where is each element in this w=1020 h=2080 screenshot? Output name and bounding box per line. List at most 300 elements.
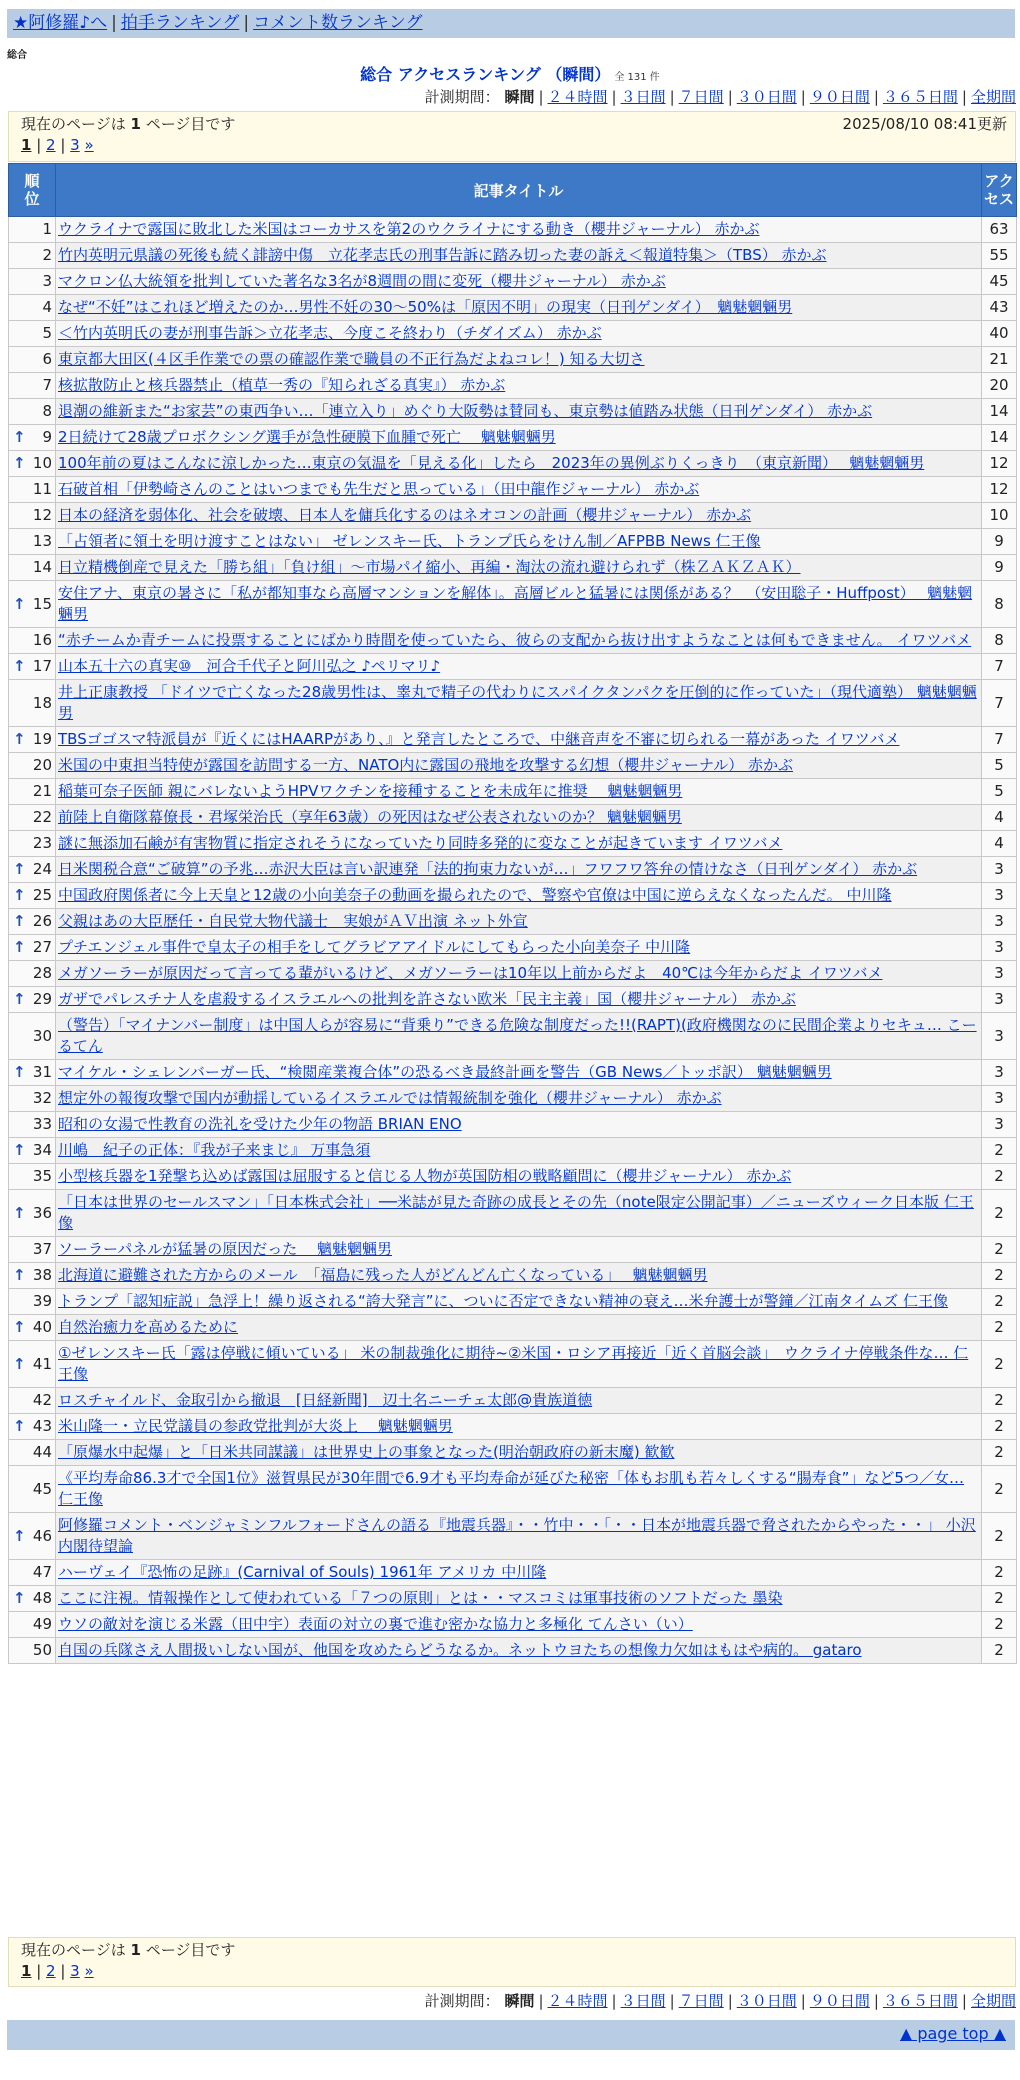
rank-number: 18 <box>32 693 52 712</box>
rank-number: 20 <box>32 756 52 774</box>
rank-cell <box>9 727 56 753</box>
ranking-table <box>8 163 1017 1664</box>
access-count: 2 <box>982 1388 1017 1414</box>
title-cell <box>56 935 982 961</box>
rank-cell <box>9 1237 56 1263</box>
period-current: 瞬間 <box>504 1992 535 2010</box>
article-title-link[interactable]: 竹内英明元県議の死後も続く誹謗中傷 立花孝志氏の刑事告訴に踏み切った妻の訴え＜報道特集＞（TBS） 赤かぶ <box>58 246 827 264</box>
page-3-link[interactable]: 3 <box>70 136 80 154</box>
rank-cell <box>9 1315 56 1341</box>
article-title-link[interactable]: 安住アナ、東京の暑さに「私が都知事なら高層マンションを解体」。高層ビルと猛暑には関係がある？ （安田聡子・Huffpost） 魑魅魍魎男 <box>58 584 973 623</box>
article-title-link[interactable]: 山本五十六の真実⑩ 河合千代子と阿川弘之 ♪ペリマリ♪ <box>58 657 441 675</box>
article-title-link[interactable]: 米山隆一・立民党議員の参政党批判が大炎上 魑魅魍魎男 <box>58 1417 453 1435</box>
access-count: 40 <box>982 321 1017 347</box>
page-3-link[interactable]: 3 <box>70 1962 80 1980</box>
article-title-link[interactable]: ガザでパレスチナ人を虐殺するイスラエルへの批判を許さない欧米「民主主義」国（櫻井ジャーナル） 赤かぶ <box>58 990 796 1008</box>
nav-separator: | <box>243 13 250 33</box>
rank-number: 5 <box>42 324 52 342</box>
rank-number: 36 <box>32 1203 52 1222</box>
table-row <box>9 399 1017 425</box>
rank-number: 7 <box>42 376 52 394</box>
rank-cell <box>9 1341 56 1388</box>
rank-up-arrow-icon: ↑ <box>13 912 26 930</box>
article-title-link[interactable]: 《平均寿命86.3才で全国1位》滋賀県民が30年間で6.9才も平均寿命が延びた秘密「体もお肌も若々しくする“腸寿食”」など5つ／女… 仁王像 <box>58 1469 964 1508</box>
section-label: 総合 <box>7 50 27 61</box>
article-title-link[interactable]: 小型核兵器を1発撃ち込めば露国は屈服すると信じる人物が英国防相の戦略顧問に（櫻井ジャーナル） 赤かぶ <box>58 1167 792 1185</box>
article-title-link[interactable]: トランプ「認知症説」急浮上！繰り返される“誇大発言”に、ついに否定できない精神の衰え…米弁護士が警鐘／江南タイムズ 仁王像 <box>58 1292 949 1310</box>
table-row <box>9 1341 1017 1388</box>
title-cell <box>56 909 982 935</box>
table-row <box>9 529 1017 555</box>
article-title-link[interactable]: ロスチャイルド、金取引から撤退 [日経新聞] 辺土名ニーチェ太郎@貴族道徳 <box>58 1391 593 1409</box>
article-title-link[interactable]: 日米関税合意“ご破算”の予兆…赤沢大臣は言い訳連発「法的拘束力ないが…」フワフワ答弁の情けなさ（日刊ゲンダイ） 赤かぶ <box>58 860 918 878</box>
title-cell <box>56 321 982 347</box>
updated-timestamp: 2025/08/10 08:41更新 <box>842 115 1007 133</box>
rank-number: 50 <box>32 1641 52 1659</box>
rank-number: 14 <box>32 558 52 576</box>
table-header-row <box>9 164 1017 217</box>
period-current: 瞬間 <box>504 88 535 106</box>
table-row <box>9 1638 1017 1664</box>
access-count: 2 <box>982 1560 1017 1586</box>
title-cell <box>56 1315 982 1341</box>
table-row <box>9 373 1017 399</box>
table-row <box>9 727 1017 753</box>
rank-cell <box>9 1466 56 1513</box>
total-count: 全 131 件 <box>614 72 660 83</box>
access-count: 8 <box>982 628 1017 654</box>
rank-number: 41 <box>32 1354 52 1373</box>
rank-cell <box>9 581 56 628</box>
table-row <box>9 217 1017 243</box>
title-cell <box>56 243 982 269</box>
table-row <box>9 753 1017 779</box>
pager-links: 1 | 2 | 3 » <box>21 1962 94 1980</box>
access-count: 3 <box>982 935 1017 961</box>
table-row <box>9 1315 1017 1341</box>
article-title-link[interactable]: 100年前の夏はこんなに涼しかった…東京の気温を「見える化」したら 2023年の異例ぶりくっきり （東京新聞） 魑魅魍魎男 <box>58 454 925 472</box>
access-count: 43 <box>982 295 1017 321</box>
access-count: 2 <box>982 1138 1017 1164</box>
access-count: 3 <box>982 1086 1017 1112</box>
access-count: 3 <box>982 883 1017 909</box>
title-cell <box>56 1466 982 1513</box>
title-cell <box>56 503 982 529</box>
access-count: 2 <box>982 1315 1017 1341</box>
rank-cell <box>9 477 56 503</box>
title-cell <box>56 1612 982 1638</box>
title-cell <box>56 451 982 477</box>
rank-cell <box>9 1612 56 1638</box>
article-title-link[interactable]: ①ゼレンスキー氏「露は停戦に傾いている」 米の制裁強化に期待~②米国・ロシア再接近「近く首脳会談」 ウクライナ停戦条件な… 仁王像 <box>58 1344 969 1383</box>
rank-number: 21 <box>32 782 52 800</box>
article-title-link[interactable]: 稲葉可奈子医師 親にバレないようHPVワクチンを接種することを未成年に推奨 魑魅魍魎男 <box>58 782 683 800</box>
table-row <box>9 581 1017 628</box>
rank-number: 31 <box>32 1063 52 1081</box>
period-7d-link[interactable]: ７日間 <box>678 1992 724 2010</box>
access-count: 55 <box>982 243 1017 269</box>
rank-cell <box>9 961 56 987</box>
title-cell <box>56 883 982 909</box>
rank-cell <box>9 425 56 451</box>
title-cell <box>56 654 982 680</box>
pager-top <box>8 111 1016 162</box>
rank-up-arrow-icon: ↑ <box>13 657 26 675</box>
table-row <box>9 987 1017 1013</box>
rank-number: 47 <box>32 1563 52 1581</box>
rank-cell <box>9 269 56 295</box>
table-row <box>9 321 1017 347</box>
page-title <box>0 62 1020 85</box>
rank-cell <box>9 217 56 243</box>
rank-number: 24 <box>32 860 52 878</box>
period-24h-link[interactable]: ２４時間 <box>547 88 608 106</box>
period-90d-link[interactable]: ９０日間 <box>809 88 870 106</box>
access-header: アクセス <box>982 164 1017 217</box>
table-row <box>9 425 1017 451</box>
access-count: 2 <box>982 1289 1017 1315</box>
rank-cell <box>9 373 56 399</box>
article-title-link[interactable]: ウソの敵対を演じる米露（田中宇）表面の対立の裏で進む密かな協力と多極化 てんさい（い） <box>58 1615 693 1633</box>
rank-number: 4 <box>42 298 52 316</box>
rank-up-arrow-icon: ↑ <box>13 1266 26 1284</box>
article-title-link[interactable]: 謎に無添加石鹸が有害物質に指定されそうになっていたり同時多発的に変なことが起きています イワツバメ <box>58 834 783 852</box>
title-cell <box>56 779 982 805</box>
rank-cell <box>9 805 56 831</box>
article-title-link[interactable]: 自国の兵隊さえ人間扱いしない国が、他国を攻めたらどうなるか。ネットウヨたちの想像力欠如はもはや病的。 gataro <box>58 1641 862 1659</box>
page-2-link[interactable]: 2 <box>46 136 56 154</box>
period-365d-link[interactable]: ３６５日間 <box>882 1992 958 2010</box>
rank-cell <box>9 555 56 581</box>
title-cell <box>56 217 982 243</box>
period-selector-bottom: 計測期間： 瞬間 | ２４時間 | ３日間 | ７日間 | ３０日間 | ９０日間 | ３６５日間 | 全期間 <box>424 1992 1016 2010</box>
article-title-link[interactable]: （警告）「マイナンバー制度」は中国人らが容易に“背乗り”できる危険な制度だった!!(RAPT)(政府機関なのに民間企業よりセキュ… こーるてん <box>58 1016 977 1055</box>
table-row <box>9 243 1017 269</box>
access-count: 2 <box>982 1513 1017 1560</box>
rank-header: 順位 <box>9 164 56 217</box>
rank-cell <box>9 1164 56 1190</box>
access-count: 12 <box>982 477 1017 503</box>
title-cell <box>56 1513 982 1560</box>
rank-number: 3 <box>42 272 52 290</box>
rank-number: 6 <box>42 350 52 368</box>
title-cell <box>56 857 982 883</box>
table-row <box>9 503 1017 529</box>
pager-status: 現在のページは 1 ページ目です <box>21 1941 236 1959</box>
access-count: 2 <box>982 1414 1017 1440</box>
access-count: 5 <box>982 779 1017 805</box>
article-title-link[interactable]: プチエンジェル事件で皇太子の相手をしてグラビアアイドルにしてもらった小向美奈子 中川隆 <box>58 938 691 956</box>
article-title-link[interactable]: 川嶋 紀子の正体：『我が子来まじ』 万事急須 <box>58 1141 371 1159</box>
comment-ranking-link[interactable]: コメント数ランキング <box>253 13 423 33</box>
article-title-link[interactable]: 核拡散防止と核兵器禁止（植草一秀の『知られざる真実』） 赤かぶ <box>58 376 506 394</box>
table-row <box>9 628 1017 654</box>
title-cell <box>56 1638 982 1664</box>
article-title-link[interactable]: 阿修羅コメント・ベンジャミンフルフォードさんの語る『地震兵器』・・竹中・・「・・日本が地震兵器で脅されたからやった・・」 小沢内閣待望論 <box>58 1516 976 1555</box>
article-title-link[interactable]: 退潮の維新また“お家芸”の東西争い…「連立入り」めぐり大阪勢は賛同も、東京勢は値踏み状態（日刊ゲンダイ） 赤かぶ <box>58 402 873 420</box>
page-top-link[interactable]: ▲ page top ▲ <box>899 2024 1006 2043</box>
rank-cell <box>9 347 56 373</box>
rank-number: 42 <box>32 1391 52 1409</box>
article-title-link[interactable]: 2日続けて28歳プロボクシング選手が急性硬膜下血腫で死亡 魑魅魍魎男 <box>58 428 556 446</box>
title-cell <box>56 399 982 425</box>
rank-number: 28 <box>32 964 52 982</box>
rank-cell <box>9 1388 56 1414</box>
access-count: 63 <box>982 217 1017 243</box>
rank-number: 22 <box>32 808 52 826</box>
rank-cell <box>9 779 56 805</box>
article-title-link[interactable]: 「日本は世界のセールスマン」「日本株式会社」──米誌が見た奇跡の成長とその先（note限定公開記事）／ニューズウィーク日本版 仁王像 <box>58 1193 974 1232</box>
access-count: 2 <box>982 1190 1017 1237</box>
access-count: 3 <box>982 909 1017 935</box>
article-title-link[interactable]: ウクライナで露国に敗北した米国はコーカサスを第2のウクライナにする動き（櫻井ジャーナル） 赤かぶ <box>58 220 760 238</box>
table-row <box>9 1112 1017 1138</box>
period-90d-link[interactable]: ９０日間 <box>809 1992 870 2010</box>
access-count: 7 <box>982 727 1017 753</box>
rank-cell <box>9 1289 56 1315</box>
rank-cell <box>9 1440 56 1466</box>
table-row <box>9 295 1017 321</box>
rank-cell <box>9 451 56 477</box>
rank-number: 30 <box>32 1026 52 1045</box>
rank-number: 37 <box>32 1240 52 1258</box>
rank-number: 39 <box>32 1292 52 1310</box>
article-title-link[interactable]: 想定外の報復攻撃で国内が動揺しているイスラエルでは情報統制を強化（櫻井ジャーナル） 赤かぶ <box>58 1089 722 1107</box>
article-title-link[interactable]: 中国政府関係者に今上天皇と12歳の小向美奈子の動画を撮られたので、警察や官僚は中国に逆らえなくなったんだ。 中川隆 <box>58 886 892 904</box>
article-title-link[interactable]: なぜ“不妊”はこれほど増えたのか…男性不妊の30～50%は「原因不明」の現実（日刊ゲンダイ） 魑魅魍魎男 <box>58 298 793 316</box>
title-cell <box>56 1289 982 1315</box>
rank-cell <box>9 1086 56 1112</box>
rank-cell <box>9 399 56 425</box>
period-selector-top: 計測期間： 瞬間 | ２４時間 | ３日間 | ７日間 | ３０日間 | ９０日間 | ３６５日間 | 全期間 <box>424 88 1016 106</box>
access-count: 2 <box>982 1341 1017 1388</box>
access-count: 2 <box>982 1466 1017 1513</box>
home-link[interactable]: ★阿修羅♪へ <box>13 13 108 33</box>
article-title-link[interactable]: ハーヴェイ『恐怖の足跡』(Carnival of Souls) 1961年 アメリカ 中川隆 <box>58 1563 547 1581</box>
title-cell <box>56 425 982 451</box>
rank-number: 9 <box>42 428 52 446</box>
period-30d-link[interactable]: ３０日間 <box>736 1992 797 2010</box>
ranking-body <box>9 217 1017 1664</box>
rank-cell <box>9 831 56 857</box>
table-row <box>9 680 1017 727</box>
rank-up-arrow-icon: ↑ <box>13 1063 26 1081</box>
access-count: 2 <box>982 1612 1017 1638</box>
article-title-link[interactable]: TBSゴゴスマ特派員が『近くにはHAARPがあり、』と発言したところで、中継音声を不審に切られる一幕があった イワツバメ <box>58 730 900 748</box>
rank-up-arrow-icon: ↑ <box>13 1318 26 1336</box>
access-count: 9 <box>982 529 1017 555</box>
rank-up-arrow-icon: ↑ <box>13 730 26 748</box>
rank-number: 8 <box>42 402 52 420</box>
rank-number: 48 <box>32 1589 52 1607</box>
title-cell <box>56 1388 982 1414</box>
access-count: 14 <box>982 425 1017 451</box>
rank-cell <box>9 1190 56 1237</box>
rank-number: 10 <box>32 454 52 472</box>
rank-cell <box>9 987 56 1013</box>
article-title-link[interactable]: 米国の中東担当特使が露国を訪問する一方、NATO内に露国の飛地を攻撃する幻想（櫻井ジャーナル） 赤かぶ <box>58 756 794 774</box>
title-cell <box>56 269 982 295</box>
table-row <box>9 1164 1017 1190</box>
access-count: 3 <box>982 1060 1017 1086</box>
access-count: 12 <box>982 451 1017 477</box>
period-7d-link[interactable]: ７日間 <box>678 88 724 106</box>
access-count: 14 <box>982 399 1017 425</box>
article-title-link[interactable]: ここに注視。情報操作として使われている「７つの原則」とは・・マスコミは軍事技術のソフトだった 墨染 <box>58 1589 783 1607</box>
period-30d-link[interactable]: ３０日間 <box>736 88 797 106</box>
article-title-link[interactable]: 「原爆水中起爆」と「日米共同謀議」は世界史上の事象となった(明治朝政府の新末魔) 歓歓 <box>58 1443 675 1461</box>
pager-status: 現在のページは 1 ページ目です <box>21 115 236 133</box>
rank-number: 19 <box>32 730 52 748</box>
page-title-text: 総合 アクセスランキング （瞬間） <box>360 65 611 84</box>
article-title-link[interactable]: 前陸上自衛隊幕僚長・君塚栄治氏（享年63歳）の死因はなぜ公表されないのか？ 魑魅魍魎男 <box>58 808 682 826</box>
table-row <box>9 1513 1017 1560</box>
rank-number: 23 <box>32 834 52 852</box>
article-title-link[interactable]: 石破首相「伊勢崎さんのことはいつまでも先生だと思っている」（田中龍作ジャーナル） 赤かぶ <box>58 480 700 498</box>
access-count: 3 <box>982 1112 1017 1138</box>
access-count: 2 <box>982 1440 1017 1466</box>
page-2-link[interactable]: 2 <box>46 1962 56 1980</box>
title-cell <box>56 727 982 753</box>
article-title-link[interactable]: 「占領者に領土を明け渡すことはない」 ゼレンスキー氏、トランプ氏らをけん制／AFPBB News 仁王像 <box>58 532 761 550</box>
title-cell <box>56 1263 982 1289</box>
period-label: 計測期間： <box>424 88 500 106</box>
rank-cell <box>9 1060 56 1086</box>
rank-up-arrow-icon: ↑ <box>13 860 26 878</box>
rank-number: 13 <box>32 532 52 550</box>
clap-ranking-link[interactable]: 拍手ランキング <box>120 13 240 33</box>
page-current: 1 <box>21 1962 32 1980</box>
title-cell <box>56 1560 982 1586</box>
article-title-link[interactable]: 北海道に避難された方からのメール 「福島に残った人がどんどん亡くなっている」 魑魅魍魎男 <box>58 1266 708 1284</box>
table-row <box>9 805 1017 831</box>
table-row <box>9 269 1017 295</box>
table-row <box>9 477 1017 503</box>
rank-up-arrow-icon: ↑ <box>13 1589 26 1607</box>
access-count: 3 <box>982 987 1017 1013</box>
access-count: 8 <box>982 581 1017 628</box>
next-page-link[interactable]: » <box>84 1962 94 1980</box>
article-title-link[interactable]: メガソーラーが原因だって言ってる輩がいるけど、メガソーラーは10年以上前からだよ 40℃は今年からだよ イワツバメ <box>58 964 883 982</box>
rank-number: 12 <box>32 506 52 524</box>
title-cell <box>56 347 982 373</box>
article-title-link[interactable]: マイケル・シェレンバーガー氏、“検閲産業複合体”の恐るべき最終計画を警告（GB News／トッポ訳） 魑魅魍魎男 <box>58 1063 832 1081</box>
rank-up-arrow-icon: ↑ <box>13 454 26 472</box>
rank-number: 43 <box>32 1417 52 1435</box>
title-cell <box>56 753 982 779</box>
article-title-link[interactable]: 昭和の女湯で性教育の洗礼を受けた少年の物語 BRIAN ENO <box>58 1115 462 1133</box>
article-title-link[interactable]: ソーラーパネルが猛暑の原因だった 魑魅魍魎男 <box>58 1240 393 1258</box>
period-3d-link[interactable]: ３日間 <box>620 1992 666 2010</box>
access-count: 2 <box>982 1237 1017 1263</box>
table-row <box>9 1388 1017 1414</box>
table-row <box>9 831 1017 857</box>
table-row <box>9 1440 1017 1466</box>
rank-cell <box>9 935 56 961</box>
rank-number: 25 <box>32 886 52 904</box>
rank-up-arrow-icon: ↑ <box>13 1526 26 1545</box>
access-count: 20 <box>982 373 1017 399</box>
rank-cell <box>9 321 56 347</box>
table-row <box>9 1289 1017 1315</box>
period-all-link[interactable]: 全期間 <box>970 1992 1016 2010</box>
rank-number: 38 <box>32 1266 52 1284</box>
access-count: 2 <box>982 1586 1017 1612</box>
table-row <box>9 1237 1017 1263</box>
rank-up-arrow-icon: ↑ <box>13 886 26 904</box>
title-cell <box>56 295 982 321</box>
rank-number: 34 <box>32 1141 52 1159</box>
rank-number: 45 <box>32 1479 52 1498</box>
title-cell <box>56 1138 982 1164</box>
access-count: 10 <box>982 503 1017 529</box>
rank-cell <box>9 1013 56 1060</box>
rank-cell <box>9 857 56 883</box>
table-row <box>9 935 1017 961</box>
title-cell <box>56 1414 982 1440</box>
rank-number: 17 <box>32 657 52 675</box>
table-row <box>9 1466 1017 1513</box>
table-row <box>9 555 1017 581</box>
rank-up-arrow-icon: ↑ <box>13 1354 26 1373</box>
access-count: 3 <box>982 1013 1017 1060</box>
period-365d-link[interactable]: ３６５日間 <box>882 88 958 106</box>
table-row <box>9 1414 1017 1440</box>
table-row <box>9 1086 1017 1112</box>
title-cell <box>56 961 982 987</box>
table-row <box>9 1612 1017 1638</box>
article-title-link[interactable]: “赤チームか青チームに投票することにばかり時間を使っていたら、彼らの支配から抜け出すようなことは何もできません。 イワツバメ <box>58 631 972 649</box>
nav-separator: | <box>111 13 117 33</box>
rank-number: 15 <box>32 594 52 613</box>
article-title-link[interactable]: 日立精機倒産で見えた「勝ち組」「負け組」～市場パイ縮小、再編・淘汰の流れ避けられず（株ＺＡＫＺＡＫ） <box>58 558 801 576</box>
article-title-link[interactable]: 井上正康教授 「ドイツで亡くなった28歳男性は、睾丸で精子の代わりにスパイクタンパクを圧倒的に作っていた」（現代適塾） 魑魅魍魎男 <box>58 683 977 722</box>
rank-number: 33 <box>32 1115 52 1133</box>
table-row <box>9 1013 1017 1060</box>
pager-links: 1 | 2 | 3 » <box>21 136 94 154</box>
rank-cell <box>9 1638 56 1664</box>
rank-cell <box>9 883 56 909</box>
rank-cell <box>9 1414 56 1440</box>
article-title-link[interactable]: ＜竹内英明氏の妻が刑事告訴＞立花孝志、今度こそ終わり（チダイズム） 赤かぶ <box>58 324 602 342</box>
table-row <box>9 1263 1017 1289</box>
rank-number: 29 <box>32 990 52 1008</box>
table-row <box>9 451 1017 477</box>
article-title-link[interactable]: 東京都大田区(４区手作業での票の確認作業で職員の不正行為だよねコレ！) 知る大切さ <box>58 350 645 368</box>
article-title-link[interactable]: 日本の経済を弱体化、社会を破壊、日本人を傭兵化するのはネオコンの計画（櫻井ジャーナル） 赤かぶ <box>58 506 752 524</box>
period-3d-link[interactable]: ３日間 <box>620 88 666 106</box>
pager-bottom <box>8 1937 1016 1987</box>
rank-up-arrow-icon: ↑ <box>13 938 26 956</box>
title-cell <box>56 1086 982 1112</box>
title-cell <box>56 477 982 503</box>
rank-cell <box>9 1112 56 1138</box>
article-title-link[interactable]: マクロン仏大統領を批判していた著名な3名が8週間の間に変死（櫻井ジャーナル） 赤かぶ <box>58 272 666 290</box>
article-title-link[interactable]: 父親はあの大臣歴任・自民党大物代議士 実娘がＡＶ出演 ネット外宣 <box>58 912 528 930</box>
rank-number: 26 <box>32 912 52 930</box>
rank-up-arrow-icon: ↑ <box>13 428 26 446</box>
rank-up-arrow-icon: ↑ <box>13 594 26 613</box>
access-count: 3 <box>982 961 1017 987</box>
next-page-link[interactable]: » <box>84 136 94 154</box>
title-cell <box>56 1013 982 1060</box>
period-24h-link[interactable]: ２４時間 <box>547 1992 608 2010</box>
article-title-link[interactable]: 自然治癒力を高めるために <box>58 1318 239 1336</box>
top-nav-bar <box>7 9 1015 38</box>
title-cell <box>56 805 982 831</box>
rank-number: 2 <box>42 246 52 264</box>
period-all-link[interactable]: 全期間 <box>970 88 1016 106</box>
